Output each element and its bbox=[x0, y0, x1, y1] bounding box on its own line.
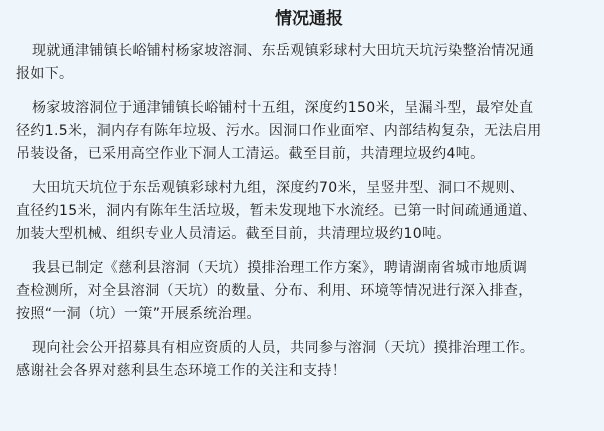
paragraph-intro bbox=[16, 40, 586, 86]
paragraph-line: 按照“一洞（坑）一策”开展系统治理。 bbox=[16, 306, 261, 322]
paragraph-line: 径约1.5米，洞内存有陈年垃圾、污水。因洞口作业面窄、内部结构复杂，无法启用 bbox=[16, 123, 542, 139]
document-title: 情况通报 bbox=[275, 9, 343, 29]
paragraph-line: 大田坑天坑位于东岳观镇彩球村九组，深度约70米，呈竖井型、洞口不规则、 bbox=[32, 180, 525, 196]
paragraph-line: 现向社会公开招募具有相应资质的人员，共同参与溶洞（天坑）摸排治理工作。 bbox=[32, 340, 535, 356]
paragraph-line: 报如下。 bbox=[16, 66, 74, 82]
paragraph-line: 直径约15米，洞内有陈年生活垃圾，暂未发现地下水流经。已第一时间疏通通道、 bbox=[16, 203, 537, 219]
paragraph-recruitment bbox=[16, 337, 586, 383]
paragraph-yangjiapo bbox=[16, 97, 586, 166]
paragraph-plan bbox=[16, 257, 586, 326]
paragraph-line: 我县已制定《慈利县溶洞（天坑）摸排治理工作方案》，聘请湖南省城市地质调 bbox=[32, 260, 528, 276]
paragraph-line: 查检测所，对全县溶洞（天坑）的数量、分布、利用、环境等情况进行深入排查， bbox=[16, 283, 533, 299]
paragraph-line: 现就通津铺镇长峪铺村杨家坡溶洞、东岳观镇彩球村大田坑天坑污染整治情况通 bbox=[32, 43, 535, 59]
paragraph-datiankeng bbox=[16, 177, 586, 246]
paragraph-line: 加装大型机械、组织专业人员清运。截至目前，共清理垃圾约10吨。 bbox=[16, 226, 451, 242]
paragraph-line: 吊装设备，已采用高空作业下洞人工清运。截至目前，共清理垃圾约4吨。 bbox=[16, 146, 485, 162]
paragraph-line: 感谢社会各界对慈利县生态环境工作的关注和支持！ bbox=[16, 363, 347, 379]
paragraph-line: 杨家坡溶洞位于通津铺镇长峪铺村十五组，深度约150米，呈漏斗型，最窄处直 bbox=[32, 100, 534, 116]
